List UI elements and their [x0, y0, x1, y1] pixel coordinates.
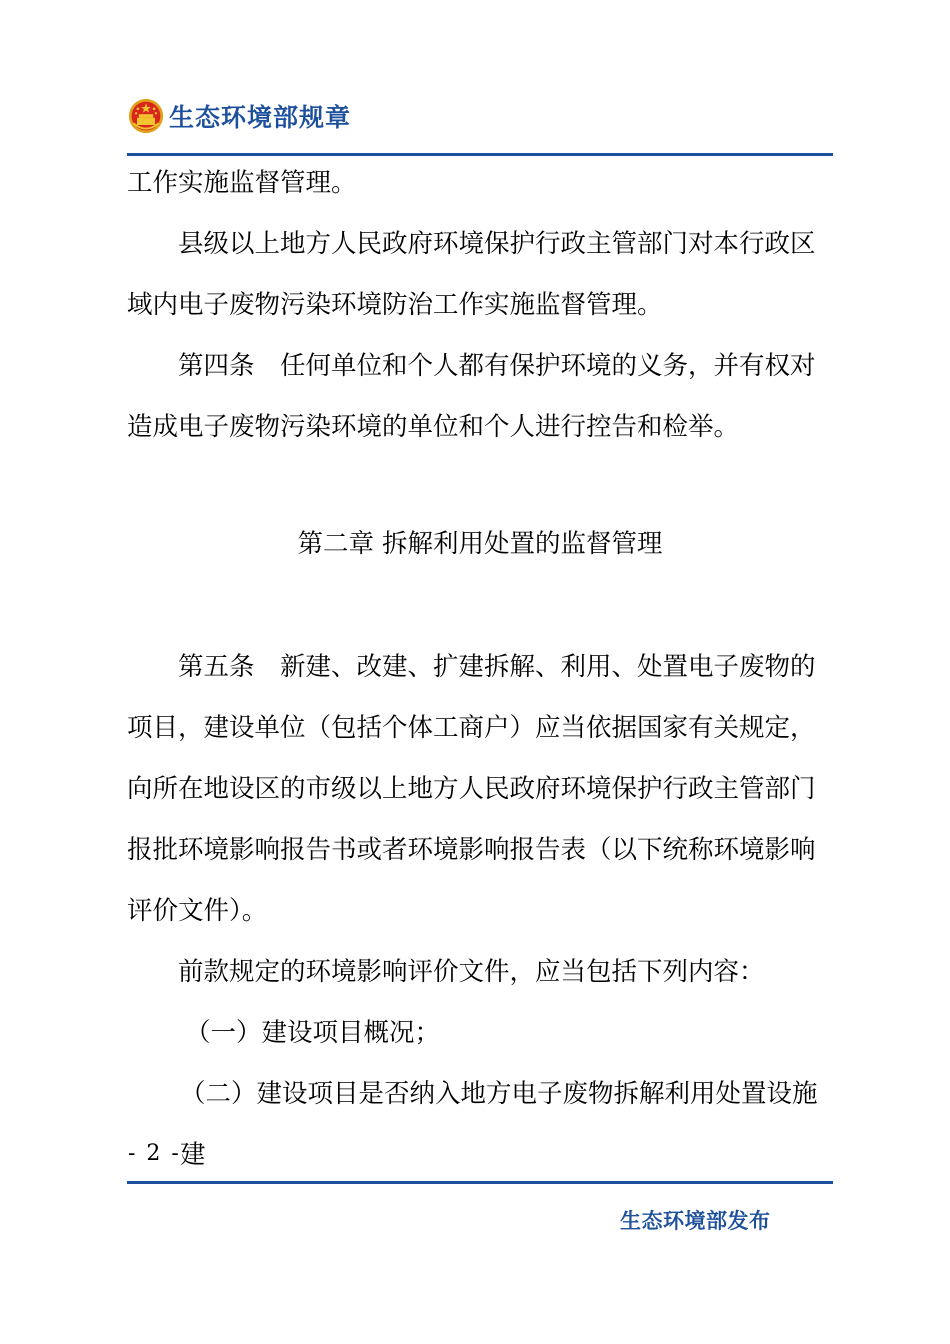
paragraph: 工作实施监督管理。	[127, 168, 357, 198]
footer-divider	[127, 1181, 833, 1184]
page-number: - 2 -	[128, 1141, 181, 1166]
paragraph: 县级以上地方人民政府环境保护行政主管部门对本行政区域内电子废物污染环境防治工作实施监督管理。	[127, 229, 816, 320]
chapter-heading: 第二章 拆解利用处置的监督管理	[297, 529, 663, 559]
list-item: （一）建设项目概况；	[185, 1018, 441, 1048]
document-body	[127, 153, 833, 1186]
page-header	[128, 98, 351, 134]
article-4: 第四条 任何单位和个人都有保护环境的义务，并有权对造成电子废物污染环境的单位和个人进行控告和检举。	[127, 351, 816, 442]
header-title: 生态环境部规章	[169, 103, 352, 132]
national-emblem-icon	[128, 98, 164, 134]
article-5: 第五条 新建、改建、扩建拆解、利用、处置电子废物的项目，建设单位（包括个体工商户）应当依据国家有关规定，向所在地设区的市级以上地方人民政府环境保护行政主管部门报批环境影响报告书或者环境影响报告表（以下统称环境影响评价文件）。	[127, 652, 816, 926]
paragraph: 前款规定的环境影响评价文件，应当包括下列内容：	[178, 957, 765, 987]
list-item: （二）建设项目是否纳入地方电子废物拆解利用处置设施建	[180, 1079, 818, 1170]
footer-publisher: 生态环境部发布	[620, 1209, 771, 1233]
